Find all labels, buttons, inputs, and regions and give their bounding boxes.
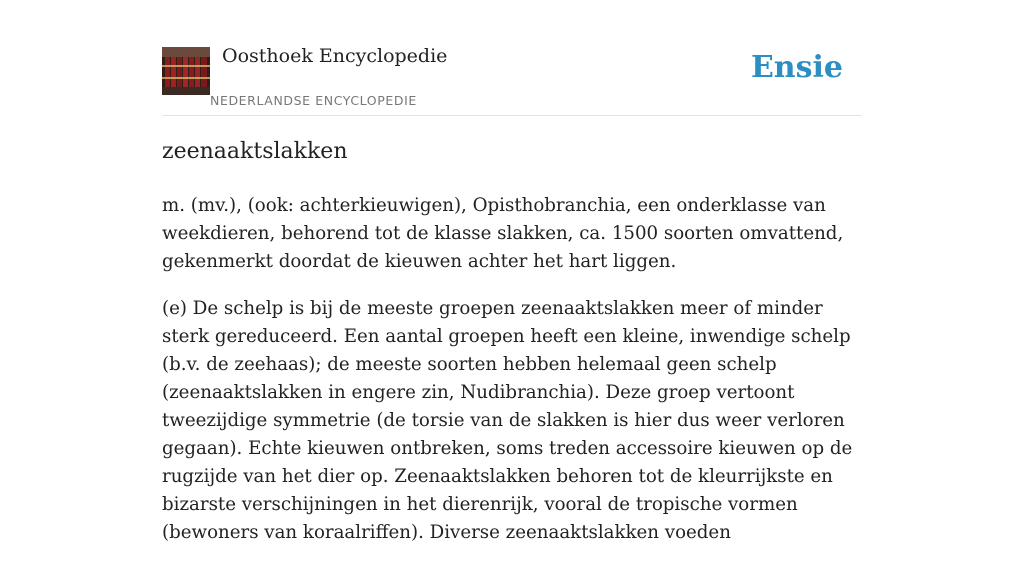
site-header: [162, 0, 862, 116]
entry-body: [162, 192, 862, 566]
entry-paragraph: (e) De schelp is bij de meeste groepen zeenaaktslakken meer of minder sterk gereduceerd. Een aantal groepen heeft een kleine, inwendige schelp (b.v. de zeehaas); de meeste soorten hebben helemaal geen schelp (zeenaaktslakken in engere zin, Nudibranchia). Deze groep vertoont tweezijdige symmetrie (de torsie van de slakken is hier dus weer verloren gegaan). Echte kieuwen ontbreken, soms treden accessoire kieuwen op de rugzijde van het dier op. Zeenaaktslakken behoren tot de kleurrijkste en bizarste verschijningen in het dierenrijk, vooral de tropische vormen (bewoners van koraalriffen). Diverse zeenaaktslakken voeden: [162, 298, 853, 543]
ensie-brand-link[interactable]: Ensie: [750, 50, 843, 85]
site-title[interactable]: Oosthoek Encyclopedie: [222, 45, 448, 67]
entry-title: zeenaaktslakken: [162, 139, 348, 164]
site-subtitle: NEDERLANDSE ENCYCLOPEDIE: [210, 93, 417, 108]
encyclopedia-books-icon: [162, 47, 210, 95]
entry-paragraph: m. (mv.), (ook: achterkieuwigen), Opisthobranchia, een onderklasse van weekdieren, behorend tot de klasse slakken, ca. 1500 soorten omvattend, gekenmerkt doordat de kieuwen achter het hart liggen.: [162, 195, 844, 272]
site-logo[interactable]: [162, 47, 210, 95]
